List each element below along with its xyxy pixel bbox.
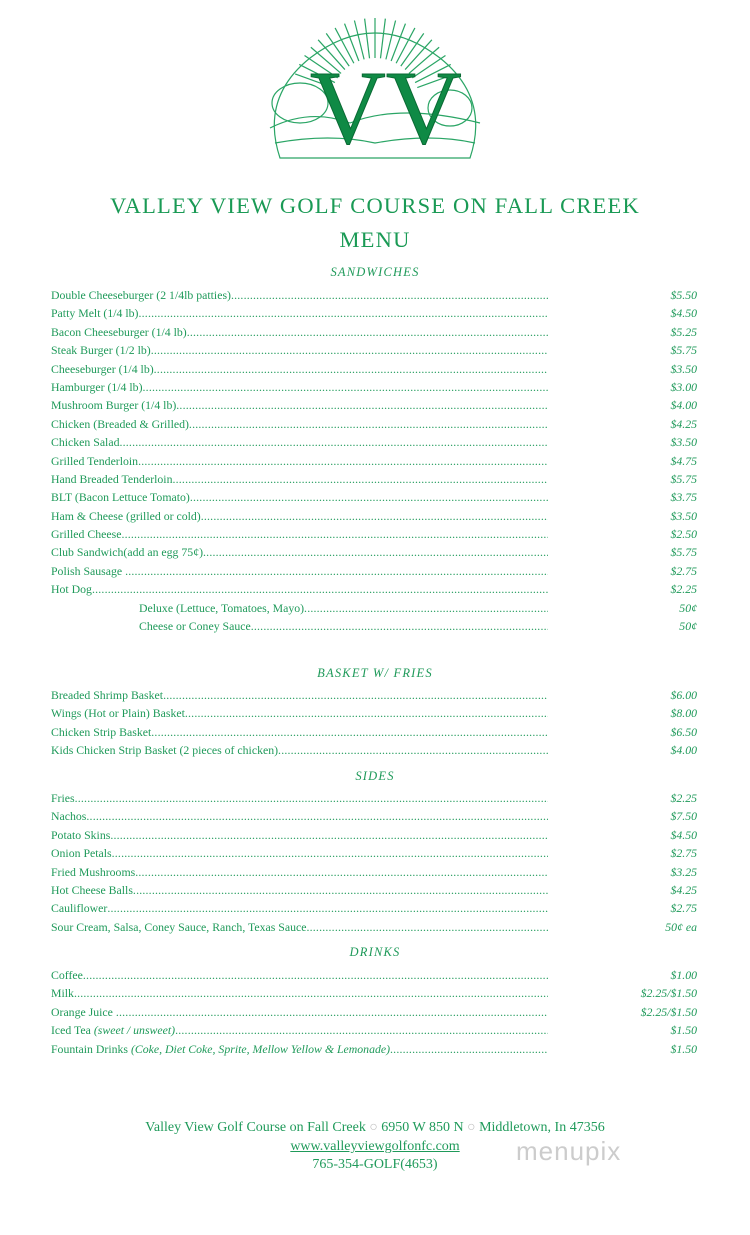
menu-item — [51, 415, 701, 433]
item-price: $1.00 — [670, 968, 697, 982]
item-name-cell — [51, 562, 548, 580]
item-name: Deluxe (Lettuce, Tomatoes, Mayo) — [139, 600, 305, 615]
item-name: Grilled Cheese — [51, 527, 122, 542]
item-price: $2.75 — [670, 563, 697, 578]
menu-item — [51, 507, 701, 525]
section-heading: SIDES — [355, 769, 395, 783]
item-name-cell — [51, 507, 548, 525]
item-name: Double Cheeseburger (2 1/4lb patties) — [51, 288, 231, 302]
item-name: Mushroom Burger (1/4 lb) — [51, 398, 177, 413]
menu-item — [51, 488, 701, 506]
menu-item — [51, 323, 701, 341]
item-name: Ham & Cheese (grilled or cold) — [51, 508, 201, 523]
footer-name: Valley View Golf Course on Fall Creek — [145, 1120, 366, 1135]
golf-course-logo — [250, 8, 500, 183]
item-name: Hot Cheese Balls — [51, 882, 133, 897]
item-price: $3.50 — [670, 361, 697, 376]
separator: ○ — [467, 1120, 476, 1135]
menu-item — [51, 789, 701, 807]
item-price: $4.75 — [670, 453, 697, 468]
menu-item — [51, 704, 701, 722]
item-price: $6.00 — [670, 688, 697, 702]
item-name: Fountain Drinks — [51, 1041, 131, 1056]
item-name: Potato Skins — [51, 827, 111, 842]
item-name-cell — [51, 396, 548, 414]
item-name: Grilled Tenderloin — [51, 453, 139, 468]
menu-item — [51, 341, 701, 359]
item-name-cell — [51, 433, 548, 451]
item-name-cell — [51, 452, 548, 470]
menu-item — [51, 984, 701, 1002]
section-heading: BASKET W/ FRIES — [317, 666, 433, 680]
menu-item — [51, 360, 701, 378]
menu-item — [51, 899, 701, 917]
item-price: $5.75 — [670, 343, 697, 358]
item-name-cell — [51, 360, 548, 378]
menu-item — [51, 844, 701, 862]
restaurant-title: VALLEY VIEW GOLF COURSE ON FALL CREEK — [110, 193, 640, 218]
menu-item — [51, 562, 701, 580]
menu-item — [51, 599, 701, 617]
item-price: $4.25 — [670, 882, 697, 897]
menu-item — [51, 807, 701, 825]
menu-item — [51, 1021, 701, 1039]
item-name: Chicken Strip Basket — [51, 724, 152, 739]
item-note: (Coke, Diet Coke, Sprite, Mellow Yellow & Lemonade) — [130, 1041, 391, 1056]
menu-item — [51, 433, 701, 451]
item-name-cell — [51, 378, 548, 396]
item-price: 50¢ — [679, 619, 697, 634]
menu-item — [51, 470, 701, 488]
item-price: $2.50 — [670, 527, 697, 542]
item-name: Chicken (Breaded & Grilled) — [51, 416, 189, 431]
item-name-cell — [51, 863, 548, 881]
item-name-cell — [51, 525, 548, 543]
menu-item — [51, 881, 701, 899]
item-name-cell — [51, 704, 548, 722]
item-name: Wings (Hot or Plain) Basket — [51, 706, 185, 721]
item-price: $1.50 — [670, 1041, 697, 1056]
item-name-cell — [51, 984, 548, 1002]
item-name: Chicken Salad — [51, 435, 120, 450]
item-name: Polish Sausage — [51, 563, 126, 578]
item-name-cell — [51, 415, 548, 433]
item-price: $1.50 — [670, 1023, 697, 1038]
item-name-cell — [51, 543, 548, 561]
svg-text:VV: VV — [310, 49, 462, 166]
item-price: $4.25 — [670, 416, 697, 431]
menu-list — [51, 686, 701, 760]
item-name: Orange Juice — [51, 1004, 116, 1019]
item-price: $3.00 — [670, 379, 697, 394]
menu-list — [51, 789, 701, 936]
item-name-cell — [51, 899, 548, 917]
item-name-cell — [51, 1021, 548, 1039]
item-price: $6.50 — [670, 724, 697, 739]
item-price: 50¢ ea — [665, 919, 697, 934]
item-name: Nachos — [51, 809, 87, 824]
menu-item — [51, 1040, 701, 1058]
menu-item — [51, 1003, 701, 1021]
item-name-cell — [139, 599, 548, 617]
item-price: $3.50 — [670, 508, 697, 523]
item-name-cell — [51, 488, 548, 506]
footer-address — [0, 1119, 750, 1137]
item-name-cell — [51, 826, 548, 844]
menu-item — [51, 452, 701, 470]
item-price: $4.00 — [670, 743, 697, 758]
item-name-cell — [51, 686, 548, 704]
item-name: Steak Burger (1/2 lb) — [51, 343, 151, 358]
menu-item — [51, 525, 701, 543]
footer-street: 6950 W 850 N — [381, 1120, 464, 1135]
menu-item — [51, 378, 701, 396]
item-price: $2.25 — [670, 791, 697, 805]
item-price: $5.50 — [670, 288, 697, 302]
section-heading: SANDWICHES — [330, 265, 420, 279]
item-price: $3.50 — [670, 435, 697, 450]
item-name: Club Sandwich(add an egg 75¢) — [51, 545, 204, 560]
menu-item — [51, 741, 701, 759]
item-price: $8.00 — [670, 706, 697, 721]
item-price: $2.75 — [670, 846, 697, 861]
item-name: Hot Dog — [51, 582, 92, 597]
menu-item — [51, 286, 701, 304]
item-name-cell — [51, 1040, 548, 1058]
item-price: $3.75 — [670, 490, 697, 505]
item-name: Bacon Cheeseburger (1/4 lb) — [51, 324, 187, 339]
website-link[interactable]: www.valleyviewgolfonfc.com — [290, 1139, 460, 1154]
item-name-cell — [51, 723, 548, 741]
item-name: Hamburger (1/4 lb) — [51, 379, 143, 394]
item-price: $5.75 — [670, 545, 697, 560]
menu-list — [51, 286, 701, 635]
item-name-cell — [51, 323, 548, 341]
item-name-cell — [51, 844, 548, 862]
menu-item — [51, 826, 701, 844]
item-name-cell — [139, 617, 548, 635]
menu-item — [51, 617, 701, 635]
item-name: Breaded Shrimp Basket — [51, 688, 164, 702]
phone-number: 765-354-GOLF(4653) — [312, 1157, 438, 1172]
item-price: $2.25/$1.50 — [640, 986, 697, 1001]
item-name-cell — [51, 741, 548, 759]
menu-item — [51, 304, 701, 322]
item-name-cell — [51, 341, 548, 359]
item-name: Sour Cream, Salsa, Coney Sauce, Ranch, Texas Sauce — [51, 919, 307, 934]
item-name: Hand Breaded Tenderloin — [51, 471, 173, 486]
separator: ○ — [369, 1120, 378, 1135]
menu-item — [51, 686, 701, 704]
item-name-cell — [51, 918, 548, 936]
item-name-cell — [51, 1003, 548, 1021]
item-name: Iced Tea — [51, 1023, 94, 1038]
item-price: $2.75 — [670, 901, 697, 916]
item-name-cell — [51, 789, 548, 807]
item-name: Fries — [51, 791, 75, 805]
item-name: Cheeseburger (1/4 lb) — [51, 361, 154, 376]
menu-item — [51, 723, 701, 741]
item-name: Coffee — [51, 968, 83, 982]
item-name-cell — [51, 470, 548, 488]
item-price: $3.25 — [670, 864, 697, 879]
item-name-cell — [51, 580, 548, 598]
footer-city: Middletown, In 47356 — [479, 1120, 605, 1135]
item-price: $4.50 — [670, 827, 697, 842]
item-name: BLT (Bacon Lettuce Tomato) — [51, 490, 190, 505]
item-name: Kids Chicken Strip Basket (2 pieces of chicken) — [51, 743, 279, 758]
item-price: $4.50 — [670, 306, 697, 321]
item-name: Fried Mushrooms — [51, 864, 136, 879]
menu-item — [51, 396, 701, 414]
menu-title: MENU — [339, 227, 411, 252]
item-price: $7.50 — [670, 809, 697, 824]
item-name: Cauliflower — [51, 901, 108, 916]
watermark: menupix — [516, 1136, 622, 1166]
section-heading: DRINKS — [349, 945, 401, 959]
item-name-cell — [51, 286, 548, 304]
menu-list — [51, 966, 701, 1058]
item-name-cell — [51, 881, 548, 899]
item-name-cell — [51, 304, 548, 322]
item-price: $4.00 — [670, 398, 697, 413]
item-name: Patty Melt (1/4 lb) — [51, 306, 139, 321]
menu-item — [51, 918, 701, 936]
item-name: Onion Petals — [51, 846, 112, 861]
item-price: $5.75 — [670, 471, 697, 486]
item-name-cell — [51, 966, 548, 984]
menu-item — [51, 543, 701, 561]
menu-item — [51, 580, 701, 598]
item-name: Milk — [51, 986, 74, 1001]
menu-item — [51, 966, 701, 984]
item-price: $5.25 — [670, 324, 697, 339]
item-name-cell — [51, 807, 548, 825]
item-note: (sweet / unsweet) — [93, 1023, 176, 1038]
item-price: $2.25/$1.50 — [640, 1004, 697, 1019]
item-price: $2.25 — [670, 582, 697, 597]
item-price: 50¢ — [679, 600, 697, 615]
item-name: Cheese or Coney Sauce — [139, 619, 251, 634]
menu-item — [51, 863, 701, 881]
